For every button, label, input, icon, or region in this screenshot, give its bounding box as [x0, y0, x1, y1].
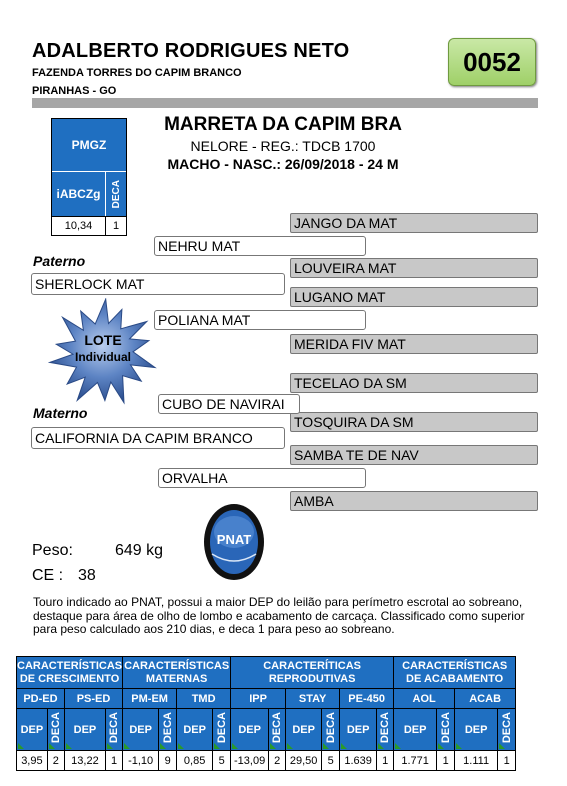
pedigree-dam: CALIFORNIA DA CAPIM BRANCO — [31, 427, 285, 449]
deca-value: 9 — [159, 751, 177, 771]
dep-value: 13,22 — [64, 751, 105, 771]
lote-line1: LOTE — [84, 332, 122, 348]
deca-value: 1 — [377, 751, 394, 771]
pedigree-ddd: AMBA — [290, 491, 538, 511]
pedigree-dds: SAMBA TE DE NAV — [290, 445, 538, 465]
pedigree-dss: TECELAO DA SM — [290, 373, 538, 393]
dep-value: 29,50 — [286, 751, 322, 771]
ce-label: CE : — [32, 567, 64, 584]
deca-value: 2 — [269, 751, 286, 771]
trait-header: IPP — [231, 689, 286, 709]
index-value: 10,34 — [52, 216, 106, 235]
deca-label: DECA — [108, 712, 121, 744]
deca-value: 1 — [105, 751, 122, 771]
paterno-label: Paterno — [33, 253, 86, 269]
farm-name: FAZENDA TORRES DO CAPIM BRANCO — [32, 67, 242, 79]
pedigree-sds: LUGANO MAT — [290, 287, 538, 307]
index-deca-label-cell — [106, 171, 126, 216]
deca-label-cell — [377, 709, 394, 751]
index-label: iABCZg — [52, 171, 106, 216]
index-deca-label: DECA — [110, 179, 122, 209]
dep-label: DEP — [340, 709, 377, 751]
deca-label: DECA — [500, 712, 513, 744]
pedigree-sd: POLIANA MAT — [154, 310, 366, 330]
animal-name: MARRETA DA CAPIM BRA — [164, 114, 402, 135]
pnat-logo-text: PNAT — [216, 532, 252, 547]
deca-label-cell — [269, 709, 286, 751]
dep-value: 1.639 — [340, 751, 377, 771]
deca-label: DECA — [271, 712, 284, 744]
animal-sex-birth: MACHO - NASC.: 26/09/2018 - 24 M — [167, 156, 399, 172]
deca-label-cell — [159, 709, 177, 751]
group-header: CARACTERÍTICAS REPRODUTIVAS — [231, 657, 394, 689]
ce-value: 38 — [78, 567, 96, 584]
pedigree-dsd: TOSQUIRA DA SM — [290, 412, 538, 432]
deca-value: 1 — [437, 751, 455, 771]
dep-value: 3,95 — [17, 751, 48, 771]
dep-label: DEP — [64, 709, 105, 751]
lote-line2: Individual — [74, 350, 131, 364]
dep-label: DEP — [455, 709, 498, 751]
deca-label: DECA — [439, 712, 452, 744]
trait-header: STAY — [286, 689, 340, 709]
header-divider — [32, 98, 538, 108]
dep-label: DEP — [231, 709, 269, 751]
group-header: CARACTERÍSTICAS DE ACABAMENTO — [394, 657, 516, 689]
deca-label: DECA — [161, 712, 174, 744]
trait-header: PM-EM — [123, 689, 177, 709]
deca-label-cell — [322, 709, 340, 751]
index-box-title: PMGZ — [52, 119, 126, 171]
deca-value: 2 — [47, 751, 64, 771]
deca-label-cell — [47, 709, 64, 751]
dep-label: DEP — [123, 709, 159, 751]
materno-label: Materno — [33, 405, 88, 421]
pedigree-ss: NEHRU MAT — [154, 236, 366, 256]
deca-label-cell — [213, 709, 231, 751]
dep-label: DEP — [177, 709, 213, 751]
pedigree-sire: SHERLOCK MAT — [31, 273, 285, 295]
dep-value: -1,10 — [123, 751, 159, 771]
dep-table — [16, 656, 516, 771]
city-name: PIRANHAS - GO — [32, 85, 117, 97]
trait-header: AOL — [394, 689, 455, 709]
deca-label-cell — [498, 709, 516, 751]
peso-value: 649 kg — [115, 542, 164, 559]
deca-label-cell — [437, 709, 455, 751]
group-header: CARACTERÍSTICAS DE CRESCIMENTO — [17, 657, 123, 689]
deca-label-cell — [105, 709, 122, 751]
dep-value: 1.771 — [394, 751, 437, 771]
trait-header: PE-450 — [340, 689, 394, 709]
peso-label: Peso: — [32, 542, 73, 559]
animal-breed-registration: NELORE - REG.: TDCB 1700 — [190, 138, 376, 154]
deca-value: 1 — [498, 751, 516, 771]
pedigree-sdd: MERIDA FIV MAT — [290, 334, 538, 354]
dep-value: 1.111 — [455, 751, 498, 771]
deca-label: DECA — [215, 712, 228, 744]
trait-header: PD-ED — [17, 689, 65, 709]
pnat-logo — [202, 502, 266, 582]
group-header: CARACTERÍSTICAS MATERNAS — [123, 657, 231, 689]
dep-label: DEP — [17, 709, 48, 751]
deca-value: 5 — [322, 751, 340, 771]
pedigree-ssd: LOUVEIRA MAT — [290, 258, 538, 278]
animal-description: Touro indicado ao PNAT, possui a maior DEP do leilão para perímetro escrotal ao sobreano, destaque para área de olho de lombo e acabamento de carcaça. Classificado como superior para peso calculado aos 210 dias, e deca 1 para peso ao sobreano. — [33, 595, 525, 636]
trait-header: ACAB — [455, 689, 516, 709]
dep-value: -13,09 — [231, 751, 269, 771]
deca-label: DECA — [49, 712, 62, 744]
dep-label: DEP — [286, 709, 322, 751]
pedigree-dd: ORVALHA — [158, 468, 366, 488]
index-deca-value: 1 — [106, 216, 126, 235]
dep-value: 0,85 — [177, 751, 213, 771]
trait-header: PS-ED — [64, 689, 122, 709]
trait-header: TMD — [177, 689, 231, 709]
lote-star-badge — [48, 298, 158, 408]
deca-label: DECA — [379, 712, 392, 744]
pedigree-sss: JANGO DA MAT — [290, 213, 538, 233]
owner-name: ADALBERTO RODRIGUES NETO — [32, 40, 350, 62]
dep-label: DEP — [394, 709, 437, 751]
deca-value: 5 — [213, 751, 231, 771]
pedigree-ds: CUBO DE NAVIRAI — [158, 394, 300, 414]
index-box — [51, 118, 127, 236]
deca-label: DECA — [324, 712, 337, 744]
lot-number-badge: 0052 — [448, 38, 536, 86]
